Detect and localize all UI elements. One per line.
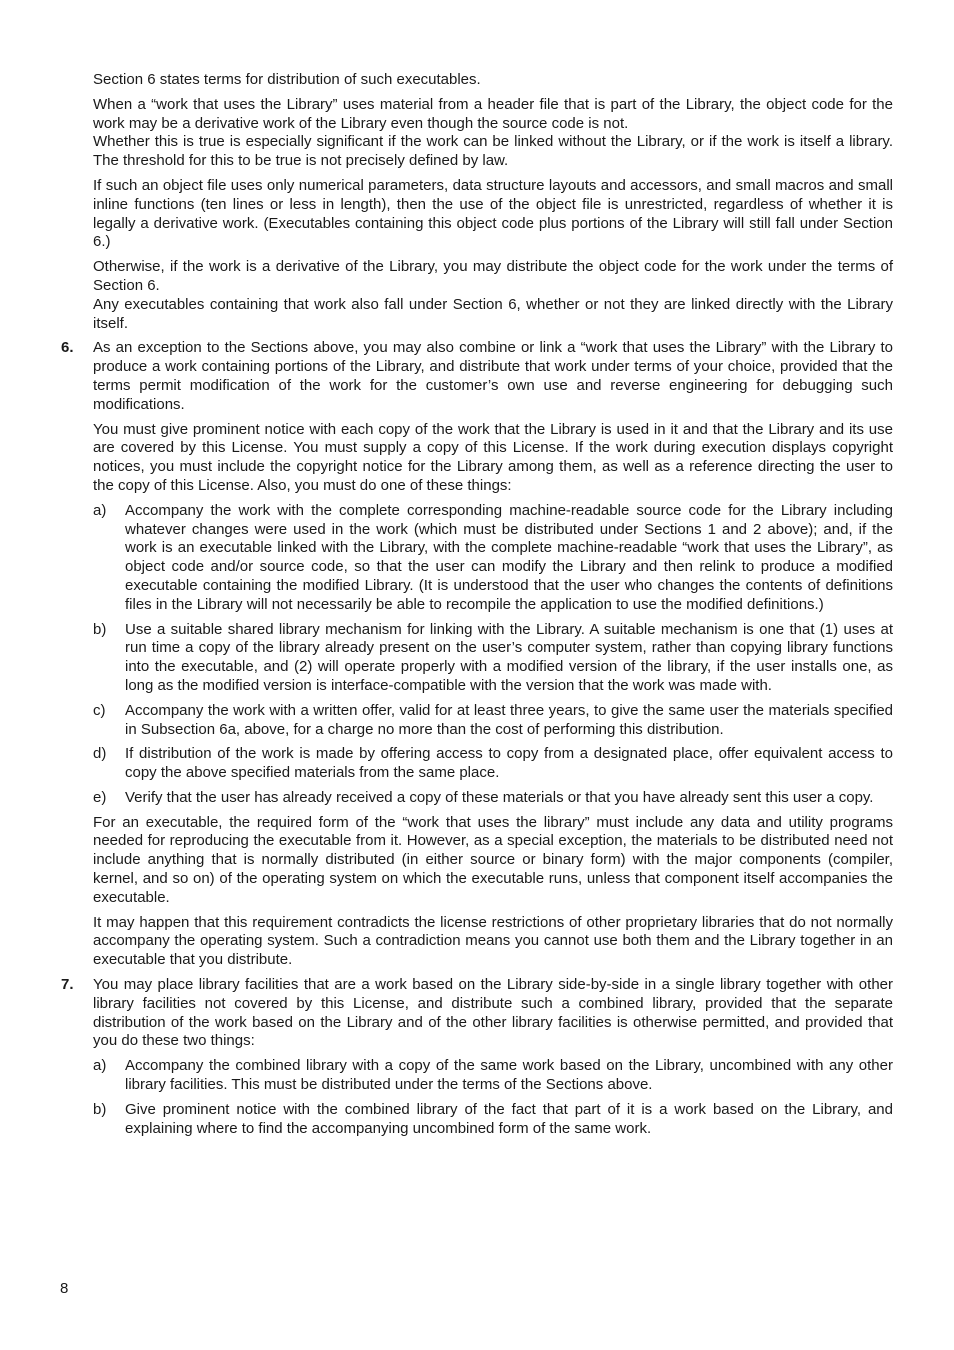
section-text: You may place library facilities that are a work based on the Library side-by-side in a single library together with other library facilities not covered by this License, and distribute such a combined library, provided that the separate distribution of the work based on the Library and of the other library facilities is otherwise permitted, and provided that you do these two things: bbox=[93, 976, 893, 1050]
item-letter: b) bbox=[93, 620, 107, 638]
item-letter: b) bbox=[93, 1100, 107, 1118]
item-letter: a) bbox=[93, 501, 107, 519]
intro-paragraph: If such an object file uses only numerical parameters, data structure layouts and accessors, and small macros and small inline functions (ten lines or less in length), then the use of the object file is unrestricted, regardless of whether it is legally a derivative work. (Executables containing this object code plus portions of the Library will still fall under Section 6.) bbox=[93, 176, 893, 251]
intro-paragraph: Any executables containing that work also fall under Section 6, whether or not they are linked directly with the Library itself. bbox=[93, 295, 893, 332]
intro-paragraph: Whether this is true is especially significant if the work can be linked without the Library, or if the work is itself a library. The threshold for this to be true is not precisely defined by law. bbox=[93, 133, 893, 170]
list-item bbox=[93, 1057, 893, 1095]
item-text: Accompany the work with the complete corresponding machine-readable source code for the Library including whatever changes were used in the work (which must be distributed under Sections 1 and 2 above); and, if the work is an executable linked with the Library, with the complete machine-readable “work that uses the Library”, as object code and/or source code, so that the user can modify the Library and then relink to produce a modified executable containing the modified Library. (It is understood that the user who changes the contents of definitions files in the Library will not necessarily be able to recompile the application to use the modified definitions.) bbox=[125, 501, 893, 613]
section-text: As an exception to the Sections above, you may also combine or link a “work that uses the Library” with the Library to produce a work containing portions of the Library, and distribute that work under terms of your choice, provided that the terms permit modification of the work for the customer’s own use and reverse engineering for debugging such modifications. bbox=[93, 339, 893, 413]
intro-paragraph: Section 6 states terms for distribution of such executables. bbox=[93, 71, 481, 88]
list-item bbox=[93, 501, 893, 615]
page-number: 8 bbox=[60, 1280, 69, 1297]
list-item bbox=[93, 701, 893, 740]
item-text: Verify that the user has already received a copy of these materials or that you have already sent this user a copy. bbox=[125, 788, 874, 806]
list-item bbox=[93, 620, 893, 696]
item-letter: c) bbox=[93, 701, 106, 719]
item-letter: d) bbox=[93, 745, 107, 763]
item-text: If distribution of the work is made by offering access to copy from a designated place, offer equivalent access to copy the above specified materials from the same place. bbox=[125, 745, 893, 782]
list-item bbox=[93, 1100, 893, 1139]
item-text: Use a suitable shared library mechanism for linking with the Library. A suitable mechanism is one that (1) uses at run time a copy of the library already present on the user’s computer system, rather than copying library functions into the executable, and (2) will operate properly with a modified version of the library, if the user installs one, as long as the modified version is interface-compatible with the version that the work was made with. bbox=[125, 620, 893, 694]
section-7 bbox=[61, 976, 893, 1051]
section-number: 6. bbox=[61, 339, 74, 357]
item-letter: a) bbox=[93, 1057, 107, 1075]
section-number: 7. bbox=[61, 976, 74, 994]
list-item bbox=[93, 745, 893, 783]
document-body bbox=[61, 71, 893, 1144]
list-item bbox=[93, 788, 893, 808]
intro-paragraph: When a “work that uses the Library” uses material from a header file that is part of the Library, the object code for the work may be a derivative work of the Library even though the source code is not. bbox=[93, 95, 893, 132]
intro-paragraph: Otherwise, if the work is a derivative of the Library, you may distribute the object code for the work under the terms of Section 6. bbox=[93, 258, 893, 294]
section-6-options bbox=[93, 501, 893, 808]
section-7-options bbox=[93, 1057, 893, 1138]
item-text: Accompany the combined library with a copy of the same work based on the Library, uncombined with any other library facilities. This must be distributed under the terms of the Sections above. bbox=[125, 1057, 893, 1094]
item-letter: e) bbox=[93, 788, 107, 806]
section-6 bbox=[61, 339, 893, 414]
item-text: Accompany the work with a written offer, valid for at least three years, to give the same user the materials specified in Subsection 6a, above, for a charge no more than the cost of performing this distribution. bbox=[125, 701, 893, 738]
section-paragraph: For an executable, the required form of the “work that uses the library” must include any data and utility programs needed for reproducing the executable from it. However, as a special exception, the materials to be distributed need not include anything that is normally distributed (in either source or binary form) with the major components (compiler, kernel, and so on) of the operating system on which the executable runs, unless that component itself accompanies the executable. bbox=[93, 813, 893, 906]
section-paragraph: You must give prominent notice with each copy of the work that the Library is used in it and that the Library and its use are covered by this License. You must supply a copy of this License. If the work during execution displays copyright notices, you must include the copyright notice for the Library among them, as well as a reference directing the user to the copy of this License. Also, you must do one of these things: bbox=[93, 420, 893, 494]
section-paragraph: It may happen that this requirement contradicts the license restrictions of other proprietary libraries that do not normally accompany the operating system. Such a contradiction means you cannot use both them and the Library together in an executable that you distribute. bbox=[93, 913, 893, 969]
item-text: Give prominent notice with the combined library of the fact that part of it is a work based on the Library, and explaining where to find the accompanying uncombined form of the same work. bbox=[125, 1100, 893, 1137]
